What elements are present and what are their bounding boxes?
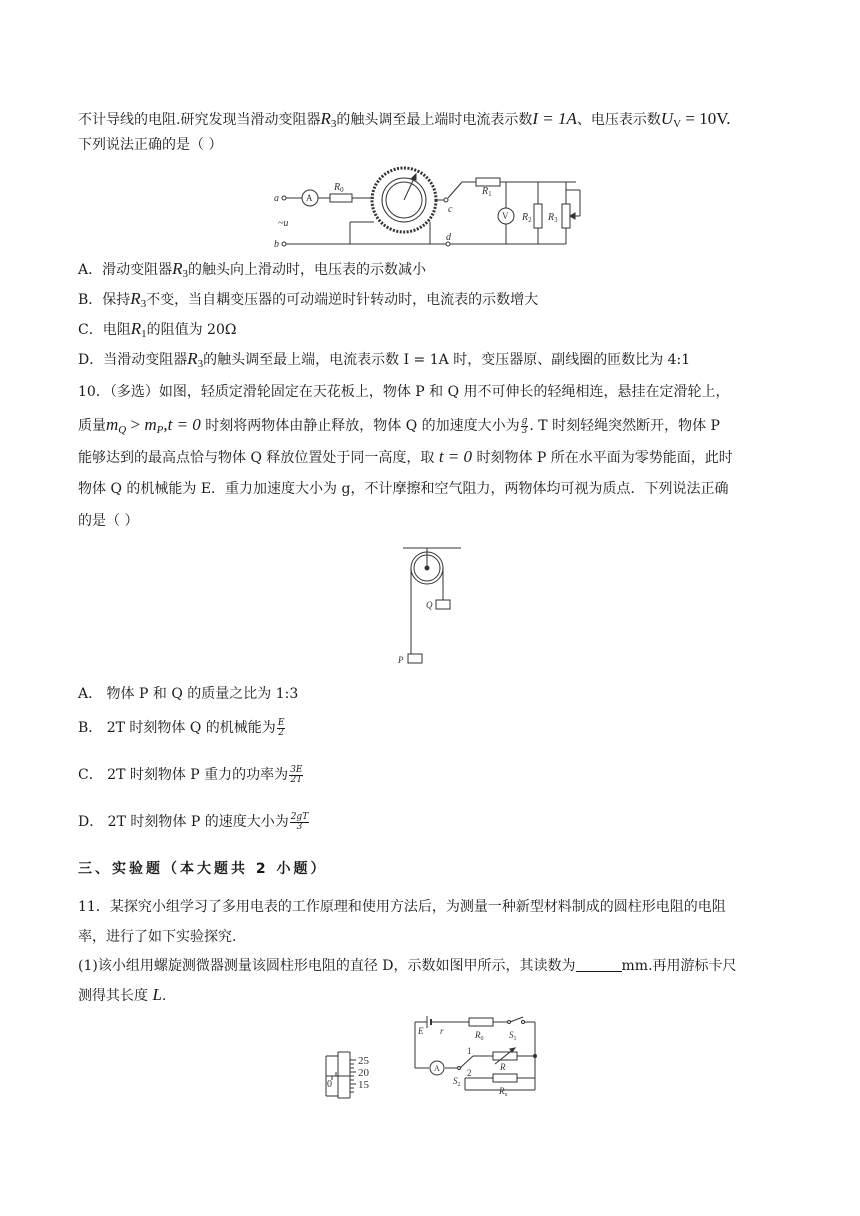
r1-label: $R_1$	[482, 186, 492, 198]
q9-prompt: 下列说法正确的是（ ）	[78, 137, 223, 153]
ammeter-label: A	[306, 193, 313, 203]
source-label: ~u	[278, 218, 289, 229]
rx-label: $R_x$	[499, 1086, 508, 1098]
q10-option-c: C． 2T 时刻物体 P 重力的功率为 $\frac{3E}{2T}$	[78, 764, 303, 785]
r3-symbol: $R_3$	[320, 109, 337, 130]
q11-line-3: (1)该小组用螺旋测微器测量该圆柱形电阻的直径 D，示数如图甲所示，其读数为 mm.再用游标卡尺	[78, 958, 737, 974]
q9-option-a: A．滑动变阻器$R_3$的触头向上滑动时，电压表的示数减小	[78, 259, 427, 280]
q10-option-a: A． 物体 P 和 Q 的质量之比为 1:3	[78, 686, 299, 702]
current-eq: I = 1A	[532, 109, 577, 128]
voltage-eq: $U_V = 10V$.	[660, 109, 731, 130]
q11-line-4: 测得其长度 L.	[78, 985, 167, 1004]
rheostat-label: R	[500, 1062, 506, 1072]
tick-15: 15	[358, 1079, 369, 1091]
q10-line-3: 能够达到的最高点恰与物体 Q 释放位置处于同一高度，取 t = 0 时刻物体 P 所在水平面为零势能面，此时	[78, 447, 733, 466]
tick-20: 20	[358, 1067, 369, 1079]
measurement-circuit-diagram	[405, 1014, 545, 1102]
q10-option-b: B． 2T 时刻物体 Q 的机械能为 $\frac{E}{2}$	[78, 717, 285, 738]
tick-25: 25	[358, 1055, 369, 1067]
tick-0: 0	[327, 1079, 332, 1090]
q11-line-2: 率，进行了如下实验探究.	[78, 929, 237, 945]
s1-label: $S_1$	[509, 1030, 517, 1042]
terminal-b-label: b	[274, 239, 279, 250]
answer-blank[interactable]	[576, 957, 622, 972]
q9-option-c: C．电阻$R_1$的阻值为 20Ω	[78, 319, 237, 340]
voltmeter-label: V	[502, 211, 509, 221]
object-p-label: P	[398, 655, 404, 665]
text: 不计导线的电阻.研究发现当滑动变阻器	[78, 112, 321, 128]
emf-label: E	[418, 1026, 424, 1036]
q10-line-4: 物体 Q 的机械能为 E．重力加速度大小为 g，不计摩擦和空气阻力，两物体均可视为质点．下列说法正确	[78, 481, 729, 497]
internal-r-label: r	[440, 1026, 444, 1036]
terminal-c-label: c	[448, 204, 453, 215]
r0-label: $R_0$	[334, 182, 344, 194]
q9-option-b: B．保持$R_3$不变，当自耦变压器的可动端逆时针转动时，电流表的示数增大	[78, 289, 539, 310]
pulley-diagram	[395, 542, 465, 667]
text: 的触头调至最上端时电流表示数	[336, 112, 533, 128]
ammeter-label: A	[434, 1064, 440, 1073]
q9-option-d: D．当滑动变阻器$R_3$的触头调至最上端，电流表示数 I = 1A 时，变压器原、副线圈的匝数比为 4:1	[78, 349, 691, 370]
q11-line-1: 11．某探究小组学习了多用电表的工作原理和使用方法后，为测量一种新型材料制成的圆柱形电阻的电阻	[78, 899, 726, 915]
r0-label: $R_0$	[475, 1030, 484, 1042]
r3-label: $R_3$	[548, 212, 558, 224]
fraction-g-over-3: $\frac{g}{3}$	[521, 415, 528, 436]
r2-label: $R_2$	[522, 212, 532, 224]
text: 、电压表示数	[576, 112, 661, 128]
terminal-d-label: d	[446, 232, 451, 243]
position-2-label: 2	[467, 1068, 472, 1078]
transformer-circuit-diagram	[270, 160, 590, 255]
s2-label: $S_2$	[453, 1076, 461, 1088]
position-1-label: 1	[467, 1046, 472, 1056]
micrometer-diagram	[322, 1050, 380, 1100]
terminal-a-label: a	[274, 193, 279, 204]
q10-line-5: 的是（ ）	[78, 513, 139, 529]
q9-intro-line	[78, 108, 788, 135]
q10-line-2: 质量mQ > mP,t = 0 时刻将两物体由静止释放，物体 Q 的加速度大小为 $\frac{g}{3}$ . T 时刻轻绳突然断开，物体 P	[78, 415, 720, 436]
object-q-label: Q	[426, 600, 433, 610]
q10-line-1: 10．（多选）如图，轻质定滑轮固定在天花板上，物体 P 和 Q 用不可伸长的轻绳相连，悬挂在定滑轮上，	[78, 384, 730, 400]
section-heading: 三、实验题（本大题共 2 小题）	[78, 861, 328, 877]
q10-option-d: D． 2T 时刻物体 P 的速度大小为 $\frac{2gT}{3}$	[78, 811, 309, 832]
